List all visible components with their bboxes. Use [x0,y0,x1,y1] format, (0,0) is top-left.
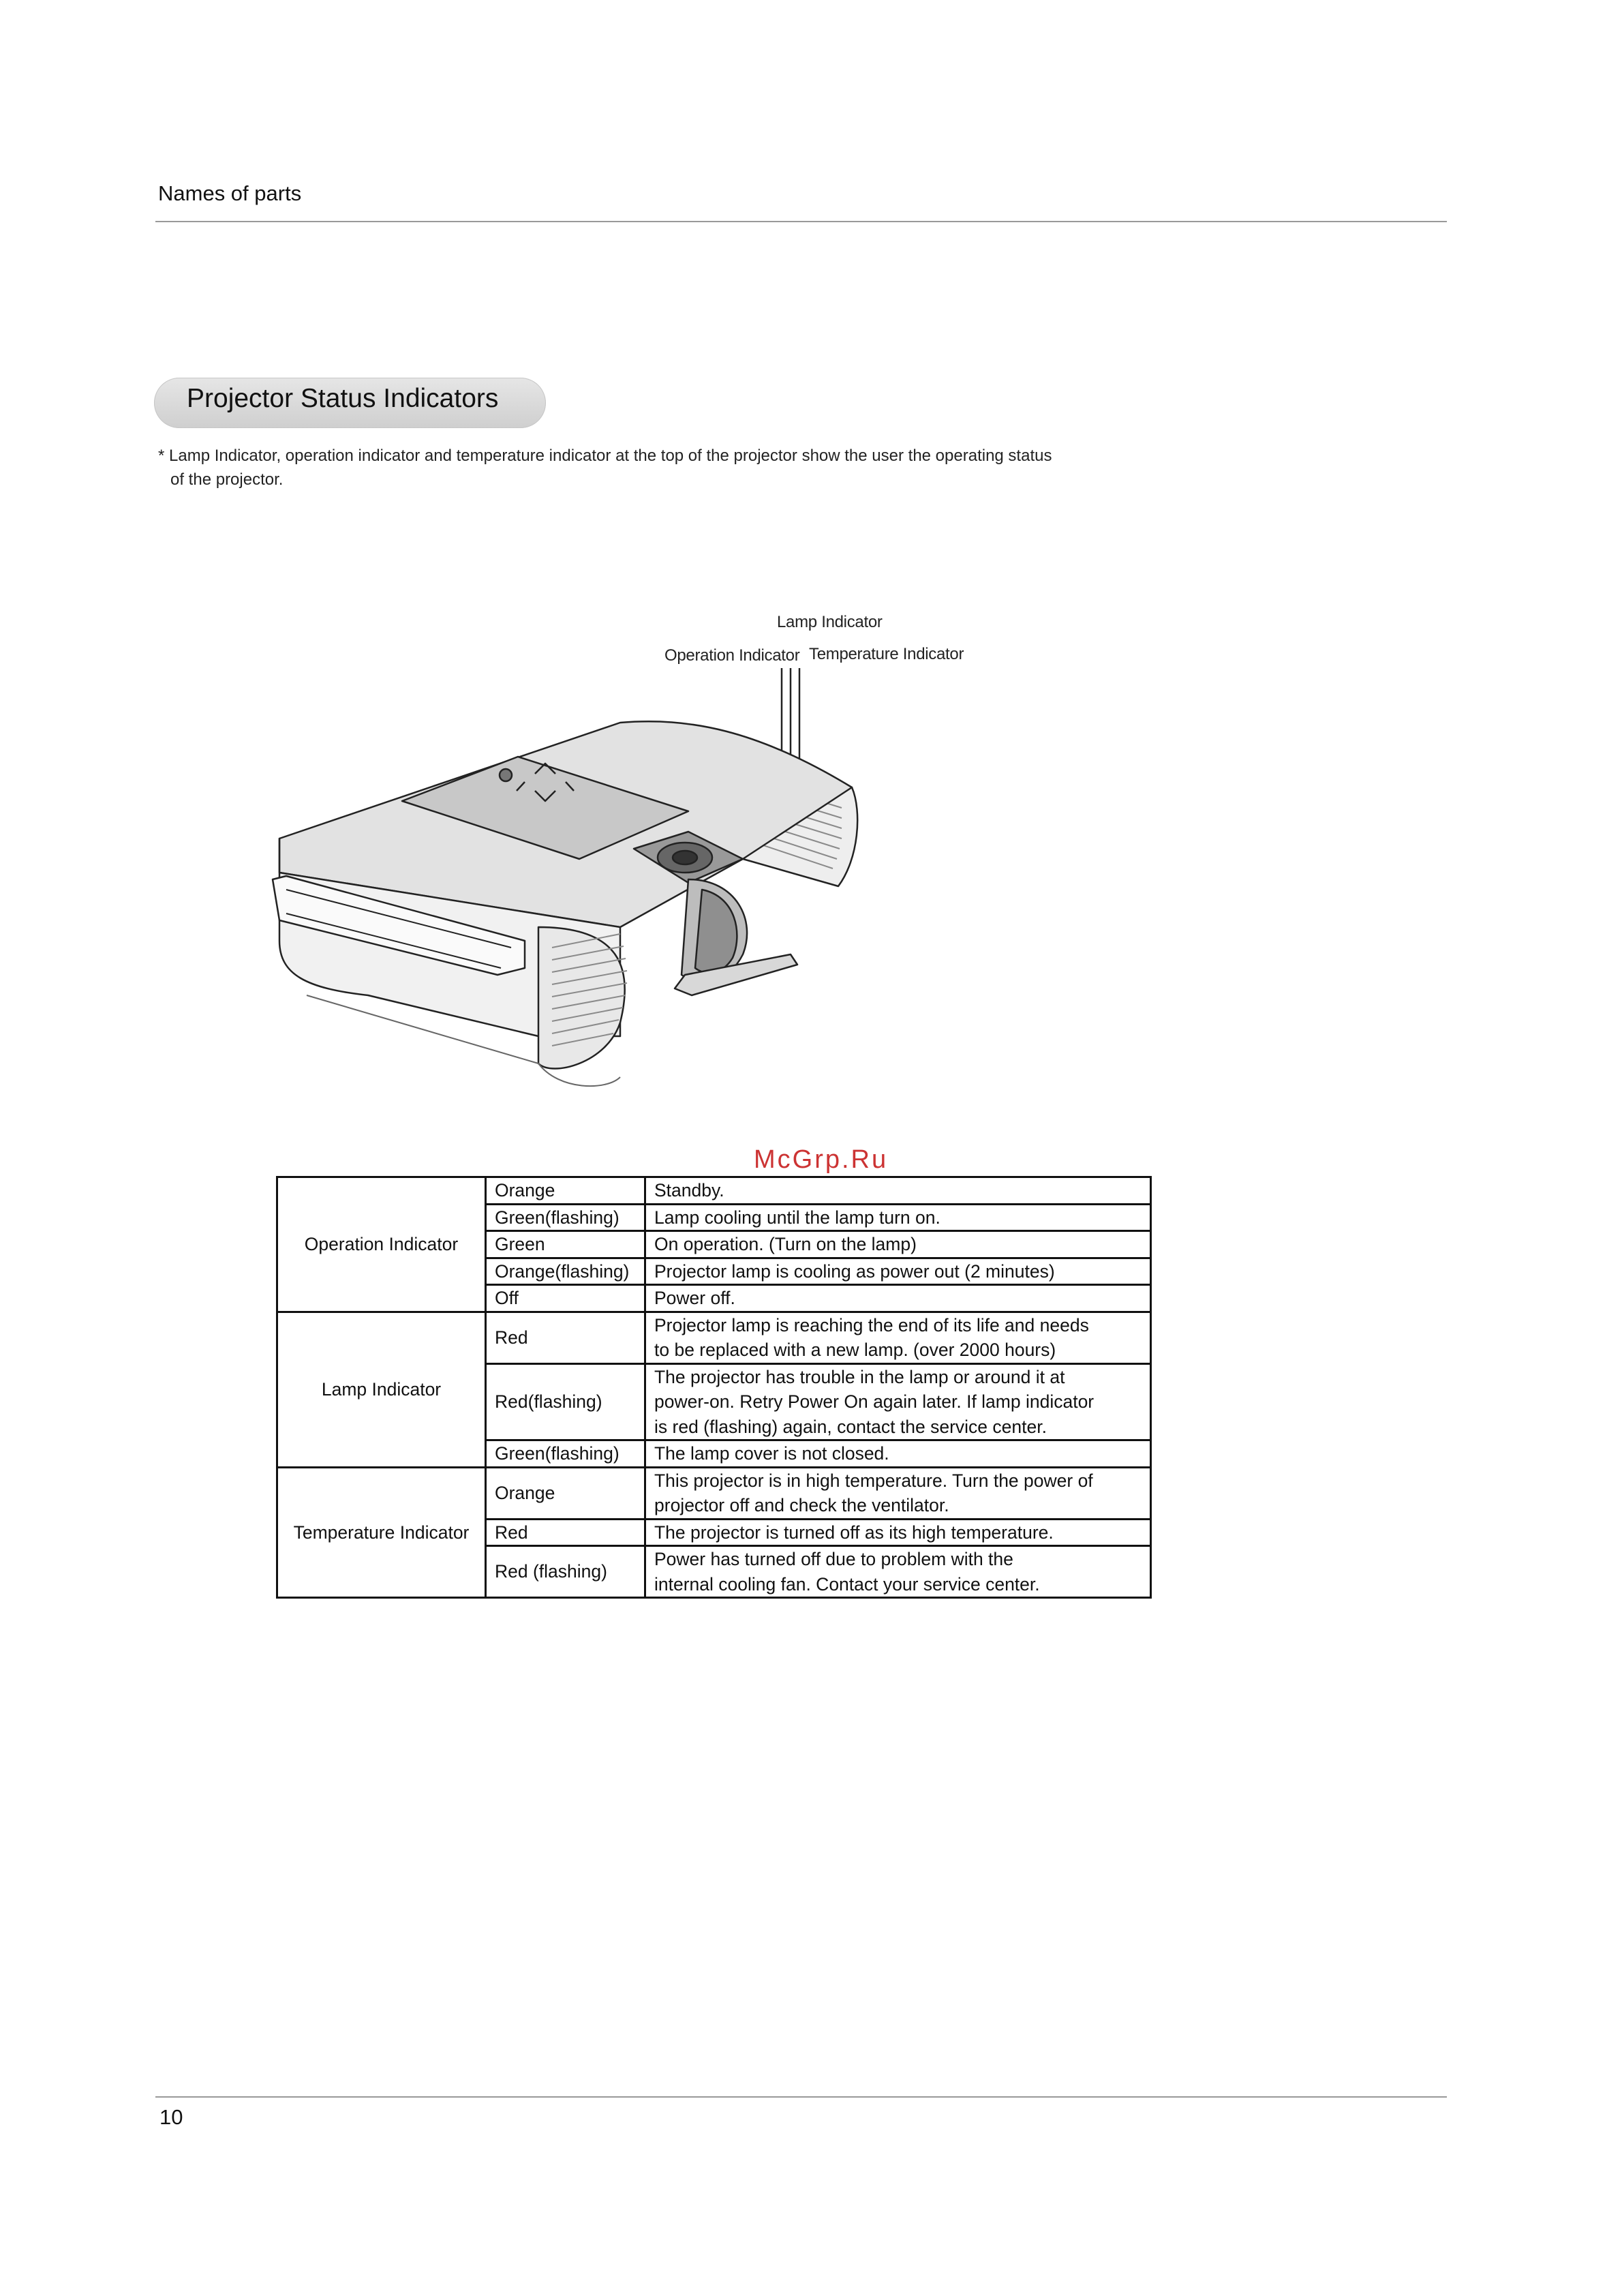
header-divider [155,221,1447,222]
description-line: Power has turned off due to problem with the [654,1549,1013,1569]
description-line: Projector lamp is reaching the end of its life and needs [654,1314,1089,1335]
intro-text-line-2: of the projector. [170,470,284,489]
indicator-state-cell: Red [486,1312,645,1363]
section-title: Projector Status Indicators [187,384,499,413]
indicator-state-cell: Red [486,1519,645,1546]
indicator-description-cell [645,1285,1151,1312]
intro-text-line-1: * Lamp Indicator, operation indicator and temperature indicator at the top of the projector show the user the operating status [158,447,1052,465]
description-line: Power off. [654,1288,735,1308]
footer-divider [155,2096,1447,2098]
description-line: The lamp cover is not closed. [654,1443,889,1464]
indicator-state-cell: Green [486,1231,645,1258]
indicator-name-cell: Lamp Indicator [277,1312,486,1467]
indicator-description-cell [645,1204,1151,1231]
description-line: projector off and check the ventilator. [654,1495,949,1515]
description-line: Standby. [654,1180,724,1200]
indicator-state-cell: Red (flashing) [486,1546,645,1598]
indicator-description-cell [645,1440,1151,1468]
indicator-state-cell: Green(flashing) [486,1204,645,1231]
indicator-name-cell: Temperature Indicator [277,1467,486,1598]
page-header-title: Names of parts [158,181,302,205]
indicator-state-cell: Off [486,1285,645,1312]
indicator-state-cell: Orange(flashing) [486,1258,645,1285]
indicator-description-cell [645,1363,1151,1440]
description-line: The projector has trouble in the lamp or around it at [654,1366,1065,1387]
description-line: Projector lamp is cooling as power out (2 minutes) [654,1260,1055,1282]
indicator-description-cell [645,1312,1151,1363]
description-line: power-on. Retry Power On again later. If lamp indicator [654,1391,1095,1412]
status-table-body [277,1177,1151,1598]
projector-illustration [266,654,879,1104]
description-line: is red (flashing) again, contact the service center. [654,1416,1047,1437]
table-row [277,1467,1151,1519]
indicator-name-cell: Operation Indicator [277,1177,486,1312]
description-line: internal cooling fan. Contact your service center. [654,1573,1040,1595]
table-row [277,1312,1151,1363]
description-line: The projector is turned off as its high temperature. [654,1522,1054,1543]
description-line: Lamp cooling until the lamp turn on. [654,1207,940,1228]
indicator-description-cell [645,1258,1151,1285]
description-line: to be replaced with a new lamp. (over 2000 hours) [654,1340,1056,1360]
indicator-state-cell: Orange [486,1177,645,1205]
indicator-state-cell: Orange [486,1467,645,1519]
callout-temperature-indicator: Temperature Indicator [809,645,964,663]
indicator-state-cell: Red(flashing) [486,1363,645,1440]
callout-lamp-indicator: Lamp Indicator [777,613,883,631]
indicator-description-cell [645,1177,1151,1205]
indicator-state-cell: Green(flashing) [486,1440,645,1468]
page-number: 10 [159,2105,183,2129]
callout-operation-indicator: Operation Indicator [664,646,800,665]
indicator-description-cell [645,1467,1151,1519]
status-indicator-table [276,1176,1152,1599]
watermark-text: McGrp.Ru [754,1145,889,1174]
description-line: This projector is in high temperature. Turn the power of [654,1470,1093,1491]
description-line: On operation. (Turn on the lamp) [654,1234,917,1254]
indicator-description-cell [645,1231,1151,1258]
indicator-description-cell [645,1519,1151,1546]
table-row [277,1177,1151,1205]
indicator-description-cell [645,1546,1151,1598]
